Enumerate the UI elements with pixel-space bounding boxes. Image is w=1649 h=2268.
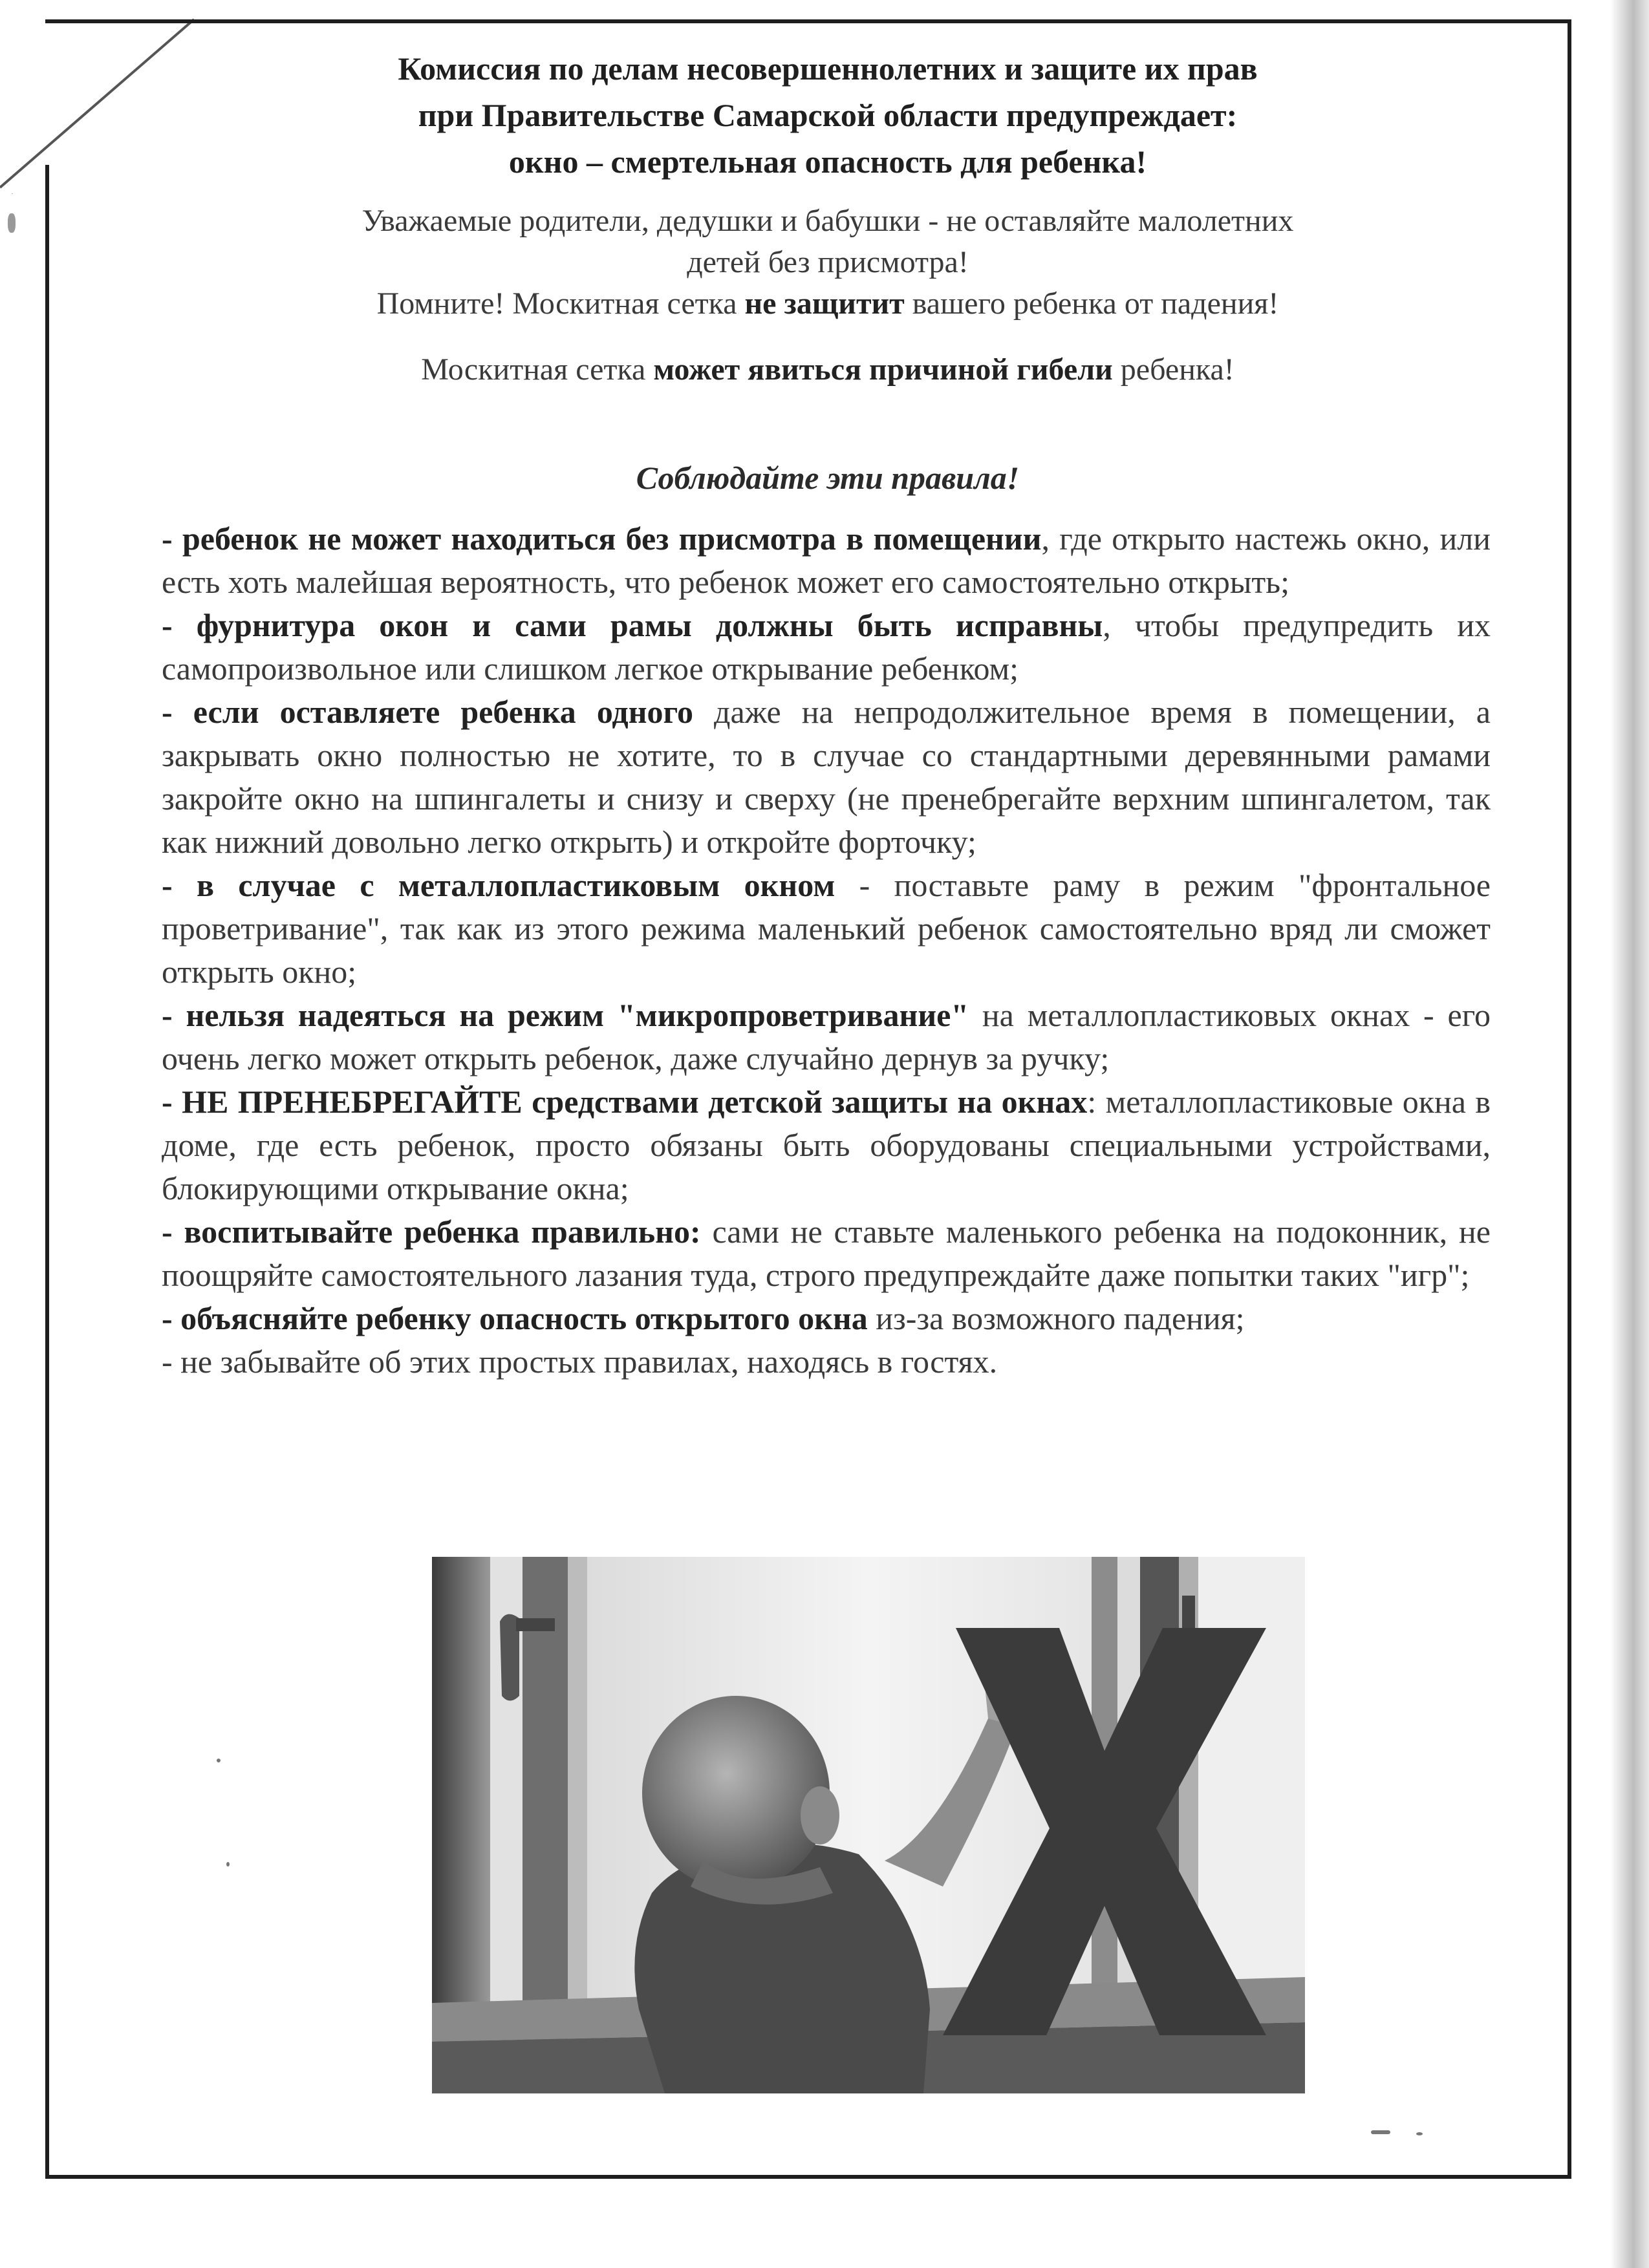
intro-line-3-bold: не защитит	[744, 286, 905, 321]
rule-bold: - если оставляете ребенка одного	[162, 694, 693, 730]
rule-item	[162, 517, 1491, 604]
rule-bold: - ребенок не может находиться без присмотра в помещении	[162, 520, 1042, 557]
rule-bold: - в случае с металлопластиковым окном	[162, 867, 835, 903]
rule-text: даже на непродолжительное время в помещении, а закрывать окно полностью не хотите, то в случае со стандартными деревянными рамами закройте окно на шпингалеты и снизу и сверху (не пренебрегайте верхним шпингалетом, так как нижний довольно легко открыть) и откройте форточку;	[162, 694, 1491, 860]
intro-line-3	[194, 283, 1461, 325]
scan-speck	[8, 213, 16, 233]
rule-bold: - воспитывайте ребенка правильно:	[162, 1214, 701, 1250]
intro-line-3-c: вашего ребенка от падения!	[904, 286, 1279, 321]
rule-text: , чтобы предупредить их самопроизвольное или слишком легкое открывание ребенком;	[162, 607, 1491, 687]
header-line-3: окно – смертельная опасность для ребенка!	[508, 144, 1147, 180]
child-head	[642, 1696, 830, 1890]
header-line-1: Комиссия по делам несовершеннолетних и защите их прав	[398, 50, 1258, 87]
rule-text: сами не ставьте маленького ребенка на подоконник, не поощряйте самостоятельного лазания туда, строго предупреждайте даже попытки таких "игр";	[162, 1214, 1491, 1293]
rule-text: на металлопластиковых окнах - его очень легко может открыть ребенок, даже случайно дернув за ручку;	[162, 997, 1491, 1076]
rule-text: : металлопластиковые окна в доме, где есть ребенок, просто обязаны быть оборудованы специальными устройствами, блокирующими открывание окна;	[162, 1084, 1491, 1206]
intro-line-3-a: Помните! Москитная сетка	[376, 286, 745, 321]
intro-line-4-a: Москитная сетка	[421, 352, 654, 387]
rule-item	[162, 1080, 1491, 1210]
rule-item	[162, 864, 1491, 994]
rule-bold: - фурнитура окон и сами рамы должны быть исправны	[162, 607, 1103, 643]
rules-list	[162, 517, 1491, 1384]
scan-speck	[217, 1759, 221, 1762]
scan-speck	[1371, 2130, 1390, 2134]
rule-text: из-за возможного падения;	[867, 1300, 1245, 1336]
intro-line-4-c: ребенка!	[1112, 352, 1234, 387]
rule-text: , где открыто настежь окно, или есть хоть малейшая вероятность, что ребенок может его самостоятельно открыть;	[162, 520, 1491, 600]
rule-item	[162, 1297, 1491, 1340]
page-border-left	[45, 165, 49, 2179]
rule-item	[162, 690, 1491, 864]
rule-bold: - объясняйте ребенку опасность открытого окна	[162, 1300, 868, 1336]
child-at-window-illustration	[432, 1557, 1305, 2093]
mosquito-net-warning	[194, 349, 1461, 390]
rules-title: Соблюдайте эти правила!	[636, 460, 1020, 496]
scan-shadow-edge	[1610, 0, 1649, 2268]
rule-bold: - НЕ ПРЕНЕБРЕГАЙТЕ средствами детской защиты на окнах	[162, 1084, 1088, 1120]
intro-line-2: детей без присмотра!	[687, 245, 969, 279]
rule-bold: - нельзя надеяться на режим "микропроветривание"	[162, 997, 969, 1033]
intro-line-4-bold: может явиться причиной гибели	[653, 352, 1113, 387]
rule-item	[162, 604, 1491, 690]
rule-item	[162, 994, 1491, 1080]
rule-text: - поставьте раму в режим "фронтальное проветривание", так как из этого режима маленький ребенок самостоятельно вряд ли сможет открыть окно;	[162, 867, 1491, 990]
intro-line-1: Уважаемые родители, дедушки и бабушки - не оставляйте малолетних	[361, 204, 1294, 238]
intro-block	[194, 200, 1461, 325]
rule-item	[162, 1340, 1491, 1384]
scan-speck	[226, 1862, 230, 1867]
document-header	[194, 45, 1461, 185]
rule-item	[162, 1210, 1491, 1297]
scan-speck	[1416, 2132, 1423, 2135]
header-line-2: при Правительстве Самарской области предупреждает:	[418, 97, 1238, 133]
rule-text: - не забывайте об этих простых правилах, находясь в гостях.	[162, 1343, 998, 1380]
